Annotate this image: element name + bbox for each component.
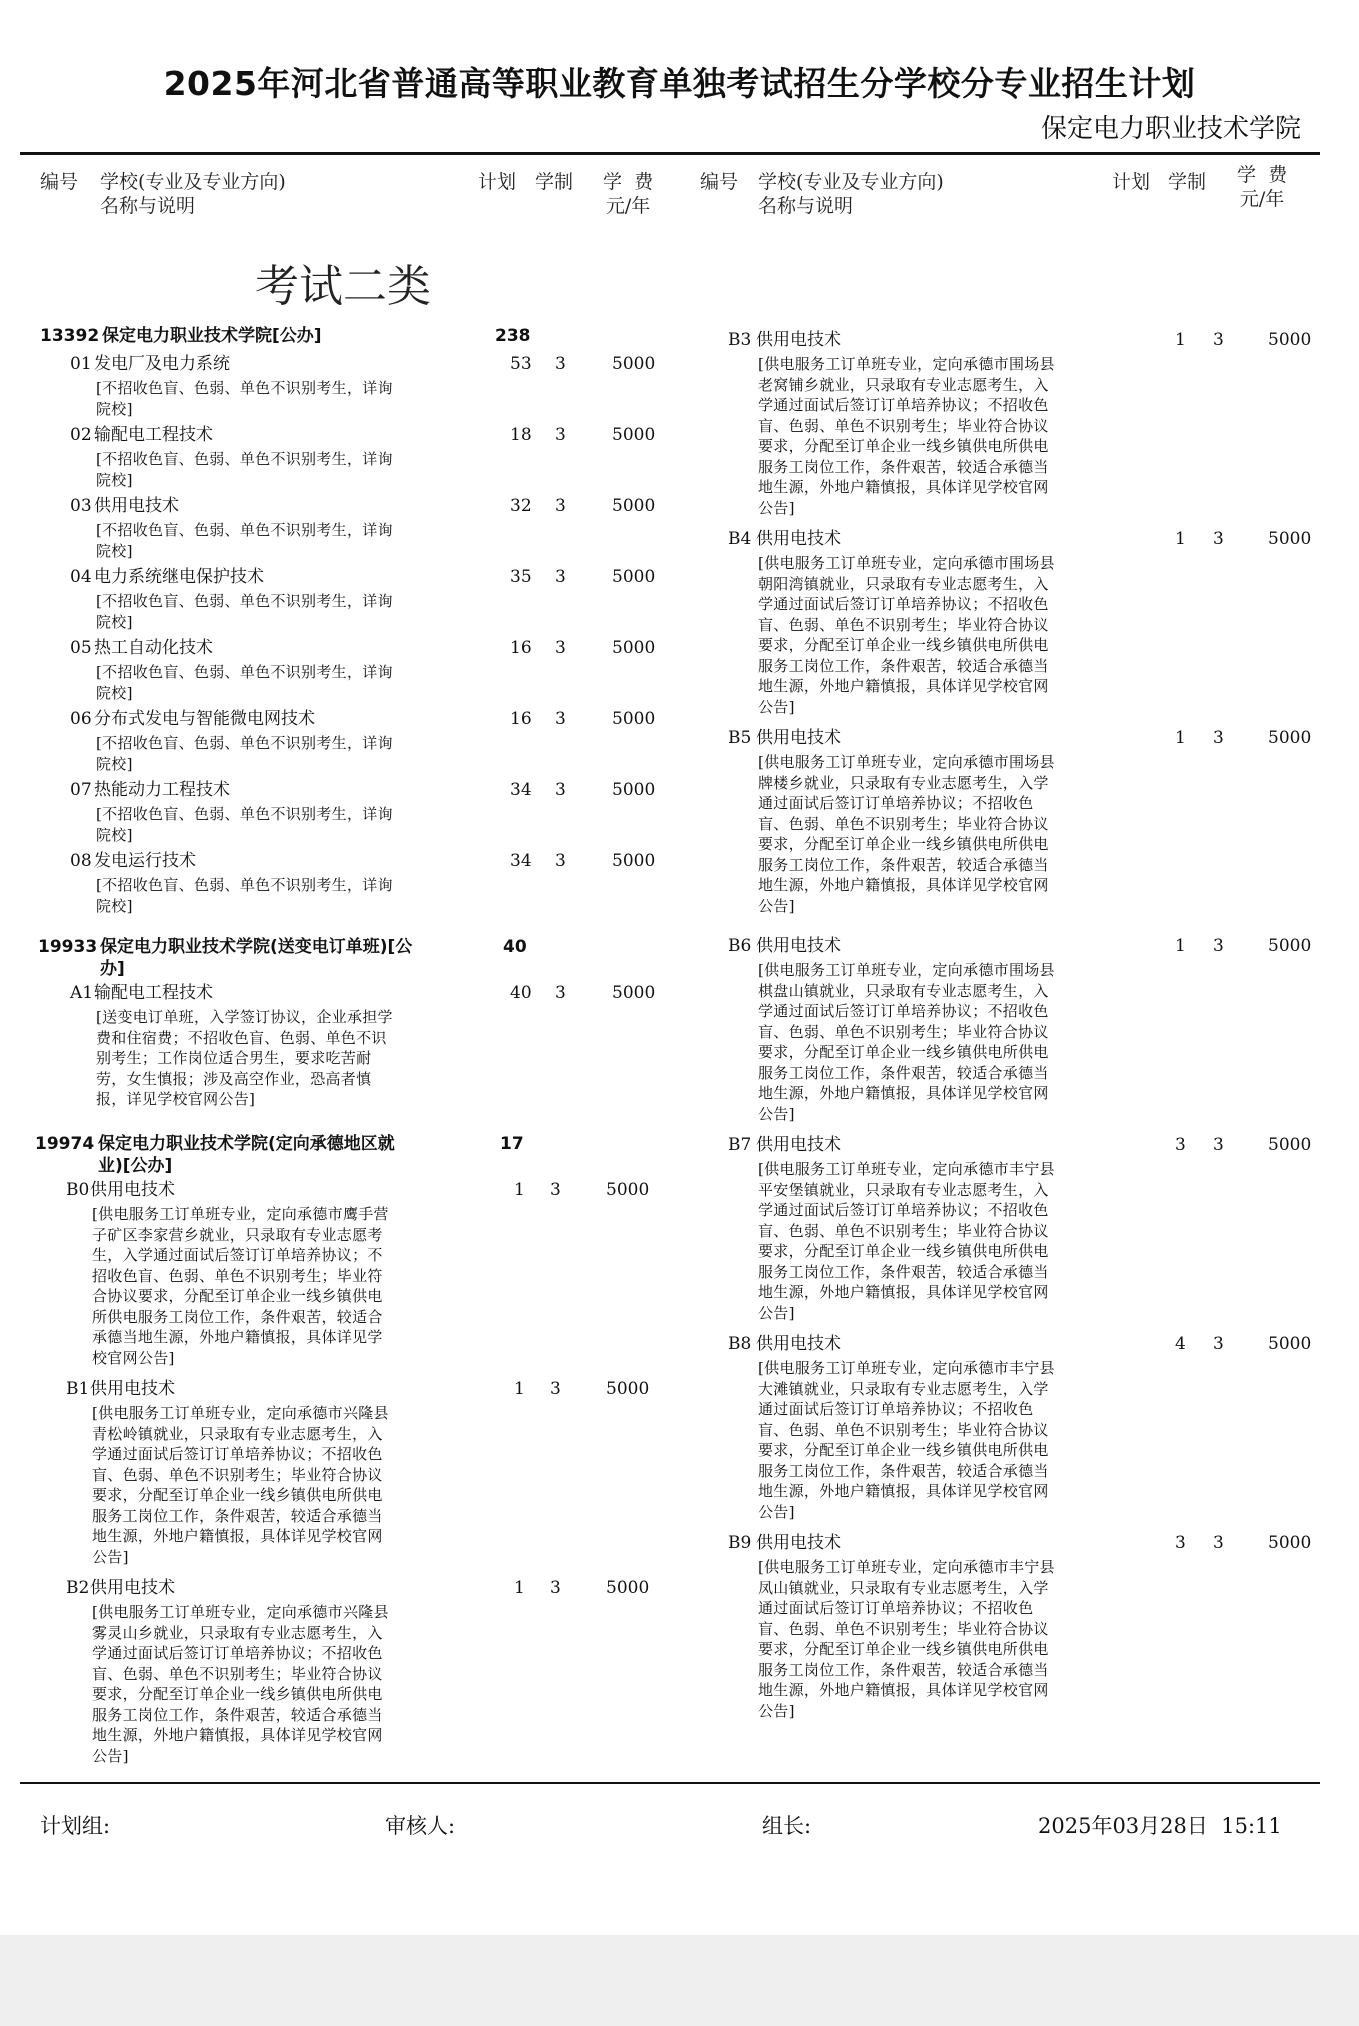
program-years: 3 bbox=[1213, 936, 1224, 956]
program-plan: 34 bbox=[510, 780, 532, 800]
program-code: 03 bbox=[70, 496, 92, 516]
program-plan: 40 bbox=[510, 983, 532, 1003]
program-plan: 1 bbox=[1175, 529, 1186, 549]
program-name: 热工自动化技术 bbox=[94, 638, 213, 658]
header-rule bbox=[20, 152, 1320, 155]
program-note: [供电服务工订单班专业，定向承德市围场县 朝阳湾镇就业，只录取有专业志愿考生，入 学通过面试后签订订单培养协议；不招收色 盲、色弱、单色不识别考生；毕业符合协议 要求，分配至订单企业一线乡镇供电所供电 服务工岗位工作，条件艰苦，较适合承德当 地生源，外地户籍慎报，具体详见学校官网 公告] bbox=[758, 554, 1055, 716]
program-item bbox=[728, 1533, 1348, 1723]
program-name: 供用电技术 bbox=[90, 1379, 175, 1399]
group-name: 保定电力职业技术学院(送变电订单班)[公 bbox=[100, 937, 413, 957]
document-title: 2025年河北省普通高等职业教育单独考试招生分学校分专业招生计划 bbox=[163, 64, 1196, 103]
program-code: B9 bbox=[728, 1533, 752, 1553]
program-plan: 32 bbox=[510, 496, 532, 516]
program-plan: 35 bbox=[510, 567, 532, 587]
program-years: 3 bbox=[555, 567, 566, 587]
program-name: 供用电技术 bbox=[756, 1533, 841, 1553]
col-name-right bbox=[758, 170, 944, 218]
program-note: [不招收色盲、色弱、单色不识别考生，详询 院校] bbox=[96, 876, 393, 915]
col-fee-line2: 元/年 bbox=[1239, 188, 1285, 210]
program-name: 供用电技术 bbox=[756, 1135, 841, 1155]
program-years: 3 bbox=[1213, 330, 1224, 350]
program-name: 供用电技术 bbox=[90, 1180, 175, 1200]
program-fee: 5000 bbox=[1268, 1135, 1312, 1155]
program-note: [供电服务工订单班专业，定向承德市丰宁县 平安堡镇就业，只录取有专业志愿考生，入 学通过面试后签订订单培养协议；不招收色 盲、色弱、单色不识别考生；毕业符合协议 要求，分配至订单企业一线乡镇供电所供电 服务工岗位工作，条件艰苦，较适合承德当 地生源，外地户籍慎报，具体详见学校官网 公告] bbox=[758, 1160, 1055, 1322]
program-code: 05 bbox=[70, 638, 92, 658]
program-code: B6 bbox=[728, 936, 752, 956]
program-plan: 16 bbox=[510, 638, 532, 658]
program-note: [不招收色盲、色弱、单色不识别考生，详询 院校] bbox=[96, 663, 393, 702]
program-years: 3 bbox=[555, 425, 566, 445]
program-fee: 5000 bbox=[612, 496, 656, 516]
col-name-left bbox=[100, 170, 286, 218]
program-name: 供用电技术 bbox=[90, 1578, 175, 1598]
col-name-line2: 名称与说明 bbox=[100, 195, 196, 217]
program-code: 02 bbox=[70, 425, 92, 445]
program-item bbox=[728, 1334, 1348, 1524]
program-note: [供电服务工订单班专业，定向承德市围场县 牌楼乡就业，只录取有专业志愿考生，入学 通过面试后签订订单培养协议；不招收色 盲、色弱、单色不识别考生；毕业符合协议 要求，分配至订单企业一线乡镇供电所供电 服务工岗位工作，条件艰苦，较适合承德当 地生源，外地户籍慎报，具体详见学校官网 公告] bbox=[758, 753, 1055, 915]
group-plan: 40 bbox=[503, 937, 527, 957]
group-name: 保定电力职业技术学院[公办] bbox=[102, 326, 322, 346]
program-fee: 5000 bbox=[612, 780, 656, 800]
col-fee-line1: 学 费 bbox=[603, 171, 654, 193]
program-name: 供用电技术 bbox=[756, 1334, 841, 1354]
program-fee: 5000 bbox=[612, 567, 656, 587]
program-item bbox=[66, 1578, 686, 1768]
footer-rule bbox=[20, 1782, 1320, 1784]
bottom-margin bbox=[0, 1935, 1359, 2026]
program-plan: 4 bbox=[1175, 1334, 1186, 1354]
col-code-right: 编号 bbox=[700, 171, 739, 193]
footer-reviewer: 审核人: bbox=[385, 1814, 456, 1838]
program-item bbox=[728, 936, 1348, 1126]
program-fee: 5000 bbox=[1268, 936, 1312, 956]
program-plan: 34 bbox=[510, 851, 532, 871]
program-plan: 1 bbox=[514, 1180, 525, 1200]
program-code: 01 bbox=[70, 354, 92, 374]
program-fee: 5000 bbox=[606, 1180, 650, 1200]
group-name-cont: 业)[公办] bbox=[98, 1156, 173, 1176]
program-item bbox=[728, 1135, 1348, 1325]
program-item bbox=[70, 983, 690, 1173]
group-name-cont: 办] bbox=[100, 959, 125, 979]
program-name: 供用电技术 bbox=[756, 330, 841, 350]
col-code-left: 编号 bbox=[40, 171, 79, 193]
program-code: 08 bbox=[70, 851, 92, 871]
program-note: [供电服务工订单班专业，定向承德市兴隆县 雾灵山乡就业，只录取有专业志愿考生，入 学通过面试后签订订单培养协议；不招收色 盲、色弱、单色不识别考生；毕业符合协议 要求，分配至订单企业一线乡镇供电所供电 服务工岗位工作，条件艰苦，较适合承德当 地生源，外地户籍慎报，具体详见学校官网 公告] bbox=[92, 1603, 389, 1765]
program-note: [不招收色盲、色弱、单色不识别考生，详询 院校] bbox=[96, 805, 393, 844]
program-code: B4 bbox=[728, 529, 752, 549]
program-years: 3 bbox=[550, 1578, 561, 1598]
program-years: 3 bbox=[555, 354, 566, 374]
program-code: B8 bbox=[728, 1334, 752, 1354]
program-item bbox=[66, 1180, 686, 1370]
program-plan: 16 bbox=[510, 709, 532, 729]
program-years: 3 bbox=[555, 638, 566, 658]
program-years: 3 bbox=[1213, 1135, 1224, 1155]
program-item bbox=[728, 330, 1348, 520]
program-fee: 5000 bbox=[1268, 529, 1312, 549]
col-fee-line2: 元/年 bbox=[605, 195, 651, 217]
program-note: [供电服务工订单班专业，定向承德市鹰手营 子矿区李家营乡就业，只录取有专业志愿考 生，入学通过面试后签订订单培养协议；不 招收色盲、色弱、单色不识别考生；毕业符 合协议要求，分配至订单企业一线乡镇供电 所供电服务工岗位工作，条件艰苦，较适合 承德当地生源，外地户籍慎报，具体详见学 校官网公告] bbox=[92, 1205, 389, 1367]
group-code: 19974 bbox=[35, 1134, 95, 1154]
program-fee: 5000 bbox=[612, 983, 656, 1003]
program-name: 供用电技术 bbox=[756, 936, 841, 956]
col-years-left: 学制 bbox=[535, 171, 574, 193]
program-name: 输配电工程技术 bbox=[94, 983, 213, 1003]
program-note: [送变电订单班，入学签订协议，企业承担学 费和住宿费；不招收色盲、色弱、单色不识 别考生；工作岗位适合男生，要求吃苦耐 劳，女生慎报；涉及高空作业，恐高者慎 报，详见学校官网公告] bbox=[96, 1008, 393, 1108]
program-plan: 18 bbox=[510, 425, 532, 445]
program-code: B5 bbox=[728, 728, 752, 748]
col-name-line2: 名称与说明 bbox=[758, 195, 854, 217]
col-years-right: 学制 bbox=[1168, 171, 1207, 193]
program-name: 供用电技术 bbox=[756, 529, 841, 549]
program-fee: 5000 bbox=[612, 709, 656, 729]
program-fee: 5000 bbox=[612, 354, 656, 374]
program-fee: 5000 bbox=[612, 851, 656, 871]
program-years: 3 bbox=[1213, 1533, 1224, 1553]
program-fee: 5000 bbox=[1268, 1533, 1312, 1553]
program-note: [供电服务工订单班专业，定向承德市围场县 老窝铺乡就业，只录取有专业志愿考生，入 学通过面试后签订订单培养协议；不招收色 盲、色弱、单色不识别考生；毕业符合协议 要求，分配至订单企业一线乡镇供电所供电 服务工岗位工作，条件艰苦，较适合承德当 地生源，外地户籍慎报，具体详见学校官网 公告] bbox=[758, 355, 1055, 517]
program-name: 供用电技术 bbox=[756, 728, 841, 748]
program-years: 3 bbox=[1213, 728, 1224, 748]
col-plan-right: 计划 bbox=[1112, 171, 1151, 193]
program-fee: 5000 bbox=[1268, 1334, 1312, 1354]
program-note: [不招收色盲、色弱、单色不识别考生，详询 院校] bbox=[96, 734, 393, 773]
group-name: 保定电力职业技术学院(定向承德地区就 bbox=[98, 1134, 395, 1154]
program-name: 热能动力工程技术 bbox=[94, 780, 230, 800]
program-fee: 5000 bbox=[606, 1379, 650, 1399]
program-name: 输配电工程技术 bbox=[94, 425, 213, 445]
program-plan: 1 bbox=[1175, 728, 1186, 748]
col-name-line1: 学校(专业及专业方向) bbox=[100, 171, 286, 193]
program-name: 发电运行技术 bbox=[94, 851, 196, 871]
program-note: [供电服务工订单班专业，定向承德市兴隆县 青松岭镇就业，只录取有专业志愿考生，入 学通过面试后签订订单培养协议；不招收色 盲、色弱、单色不识别考生；毕业符合协议 要求，分配至订单企业一线乡镇供电所供电 服务工岗位工作，条件艰苦，较适合承德当 地生源，外地户籍慎报，具体详见学校官网 公告] bbox=[92, 1404, 389, 1566]
program-name: 电力系统继电保护技术 bbox=[94, 567, 264, 587]
program-note: [供电服务工订单班专业，定向承德市丰宁县 凤山镇就业，只录取有专业志愿考生，入学 通过面试后签订订单培养协议；不招收色 盲、色弱、单色不识别考生；毕业符合协议 要求，分配至订单企业一线乡镇供电所供电 服务工岗位工作，条件艰苦，较适合承德当 地生源，外地户籍慎报，具体详见学校官网 公告] bbox=[758, 1558, 1055, 1720]
program-item bbox=[66, 1379, 686, 1569]
program-fee: 5000 bbox=[612, 638, 656, 658]
group-header bbox=[40, 325, 560, 349]
footer-leader: 组长: bbox=[762, 1814, 812, 1838]
footer-planner: 计划组: bbox=[40, 1814, 111, 1838]
group-plan: 238 bbox=[495, 326, 531, 346]
footer-datetime: 2025年03月28日 15:11 bbox=[1038, 1814, 1282, 1838]
program-fee: 5000 bbox=[1268, 330, 1312, 350]
program-note: [不招收色盲、色弱、单色不识别考生，详询 院校] bbox=[96, 379, 393, 418]
program-note: [供电服务工订单班专业，定向承德市围场县 棋盘山镇就业，只录取有专业志愿考生，入 学通过面试后签订订单培养协议；不招收色 盲、色弱、单色不识别考生；毕业符合协议 要求，分配至订单企业一线乡镇供电所供电 服务工岗位工作，条件艰苦，较适合承德当 地生源，外地户籍慎报，具体详见学校官网 公告] bbox=[758, 961, 1055, 1123]
program-code: 07 bbox=[70, 780, 92, 800]
program-years: 3 bbox=[555, 780, 566, 800]
program-plan: 1 bbox=[514, 1379, 525, 1399]
program-years: 3 bbox=[1213, 529, 1224, 549]
col-fee-right bbox=[1237, 163, 1287, 211]
group-plan: 17 bbox=[500, 1134, 524, 1154]
program-plan: 1 bbox=[1175, 936, 1186, 956]
program-code: B1 bbox=[66, 1379, 90, 1399]
section-title: 考试二类 bbox=[255, 261, 431, 312]
col-fee-line1: 学 费 bbox=[1237, 164, 1288, 186]
col-plan-left: 计划 bbox=[478, 171, 517, 193]
program-item bbox=[728, 728, 1348, 918]
program-plan: 1 bbox=[514, 1578, 525, 1598]
program-years: 3 bbox=[555, 709, 566, 729]
program-fee: 5000 bbox=[606, 1578, 650, 1598]
program-code: A1 bbox=[70, 983, 94, 1003]
program-code: B0 bbox=[66, 1180, 90, 1200]
school-name-subtitle: 保定电力职业技术学院 bbox=[1040, 114, 1301, 144]
program-years: 3 bbox=[550, 1180, 561, 1200]
program-name: 分布式发电与智能微电网技术 bbox=[94, 709, 315, 729]
program-note: [不招收色盲、色弱、单色不识别考生，详询 院校] bbox=[96, 592, 393, 631]
program-name: 供用电技术 bbox=[94, 496, 179, 516]
program-note: [不招收色盲、色弱、单色不识别考生，详询 院校] bbox=[96, 450, 393, 489]
program-code: B7 bbox=[728, 1135, 752, 1155]
program-years: 3 bbox=[555, 496, 566, 516]
program-code: B2 bbox=[66, 1578, 90, 1598]
program-years: 3 bbox=[550, 1379, 561, 1399]
program-years: 3 bbox=[1213, 1334, 1224, 1354]
program-plan: 53 bbox=[510, 354, 532, 374]
program-plan: 3 bbox=[1175, 1533, 1186, 1553]
program-code: B3 bbox=[728, 330, 752, 350]
program-note: [不招收色盲、色弱、单色不识别考生，详询 院校] bbox=[96, 521, 393, 560]
group-code: 13392 bbox=[40, 326, 100, 346]
program-years: 3 bbox=[555, 851, 566, 871]
program-plan: 1 bbox=[1175, 330, 1186, 350]
program-fee: 5000 bbox=[1268, 728, 1312, 748]
program-years: 3 bbox=[555, 983, 566, 1003]
program-note: [供电服务工订单班专业，定向承德市丰宁县 大滩镇就业，只录取有专业志愿考生，入学 通过面试后签订订单培养协议；不招收色 盲、色弱、单色不识别考生；毕业符合协议 要求，分配至订单企业一线乡镇供电所供电 服务工岗位工作，条件艰苦，较适合承德当 地生源，外地户籍慎报，具体详见学校官网 公告] bbox=[758, 1359, 1055, 1521]
col-fee-left bbox=[603, 170, 653, 218]
program-fee: 5000 bbox=[612, 425, 656, 445]
col-name-line1: 学校(专业及专业方向) bbox=[758, 171, 944, 193]
program-item bbox=[728, 529, 1348, 719]
program-plan: 3 bbox=[1175, 1135, 1186, 1155]
program-code: 04 bbox=[70, 567, 92, 587]
group-code: 19933 bbox=[38, 937, 98, 957]
program-code: 06 bbox=[70, 709, 92, 729]
program-name: 发电厂及电力系统 bbox=[94, 354, 230, 374]
